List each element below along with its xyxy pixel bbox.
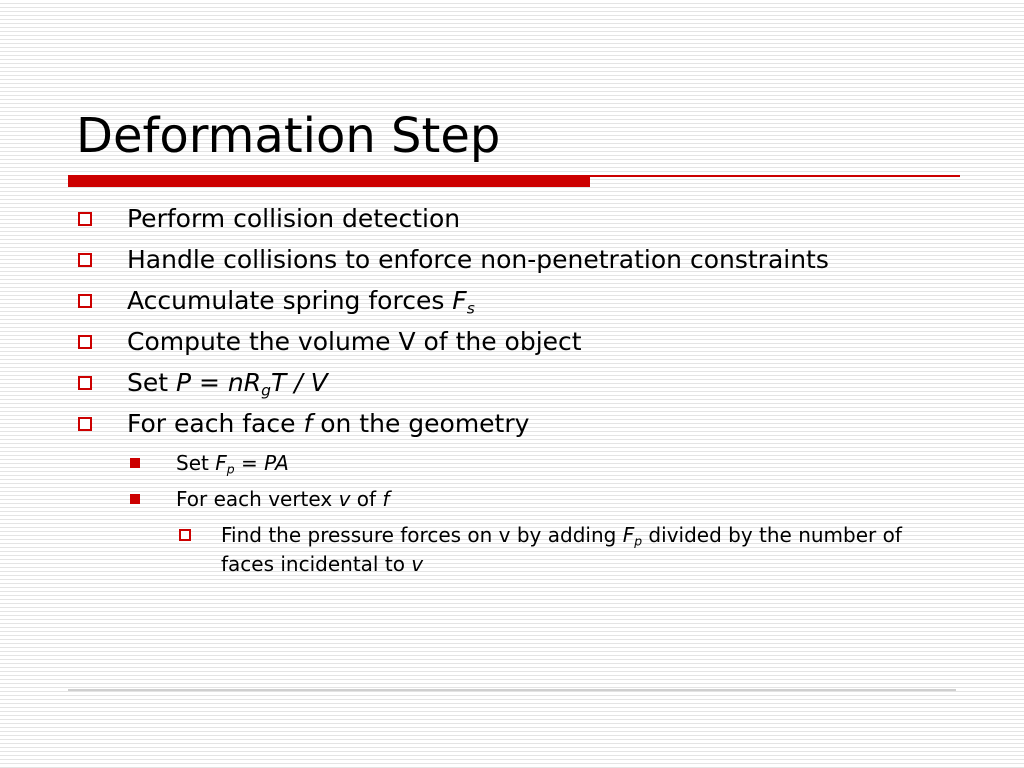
- bullet-text: Set: [176, 451, 216, 475]
- bullet-item: [127, 244, 829, 276]
- bullet-text: divided by the number of faces incidental to: [221, 523, 909, 576]
- bullet-item: [127, 326, 582, 358]
- bullet-item: [221, 521, 941, 579]
- bullet-text: For each vertex: [176, 487, 339, 511]
- hollow-square-bullet-icon: [78, 417, 92, 431]
- bullet-item: [176, 486, 389, 512]
- math-symbol: F: [452, 286, 467, 315]
- bullet-item: [127, 203, 460, 235]
- hollow-square-bullet-icon: [78, 253, 92, 267]
- math-variable: f: [382, 487, 390, 511]
- bullet-text: Perform collision detection: [127, 204, 461, 233]
- math-symbol: F: [215, 451, 227, 475]
- footer-divider: [68, 689, 956, 691]
- hollow-square-bullet-icon: [179, 529, 191, 541]
- bullet-item: [127, 367, 328, 399]
- hollow-square-bullet-icon: [78, 335, 92, 349]
- math-variable: v: [338, 487, 351, 511]
- bullet-text: on the geometry: [312, 409, 530, 438]
- hollow-square-bullet-icon: [78, 212, 92, 226]
- bullet-text: Accumulate spring forces: [127, 286, 453, 315]
- hollow-square-bullet-icon: [78, 376, 92, 390]
- bullet-text: Compute the volume V of the object: [127, 327, 582, 356]
- math-subscript: s: [466, 299, 475, 318]
- math-symbol: F: [622, 523, 635, 547]
- math-subscript: p: [634, 533, 643, 549]
- bullet-text: For each face: [127, 409, 304, 438]
- bullet-text: Handle collisions to enforce non-penetration constraints: [127, 245, 829, 274]
- math-variable: PA: [264, 451, 289, 475]
- bullet-item: [127, 285, 475, 317]
- math-subscript: p: [226, 461, 235, 477]
- slide-title: Deformation Step: [76, 108, 501, 164]
- bullet-item: [127, 408, 529, 440]
- math-equation: P = nR: [176, 368, 262, 397]
- filled-square-bullet-icon: [130, 494, 140, 504]
- math-equation: T / V: [270, 368, 328, 397]
- filled-square-bullet-icon: [130, 458, 140, 468]
- bullet-item: [176, 450, 289, 476]
- math-variable: v: [411, 552, 424, 576]
- math-variable: f: [303, 409, 313, 438]
- hollow-square-bullet-icon: [78, 294, 92, 308]
- bullet-text: of: [350, 487, 383, 511]
- bullet-text: =: [234, 451, 265, 475]
- bullet-text: Find the pressure forces on v by adding: [221, 523, 623, 547]
- bullet-text: Set: [127, 368, 176, 397]
- math-subscript: g: [261, 381, 271, 400]
